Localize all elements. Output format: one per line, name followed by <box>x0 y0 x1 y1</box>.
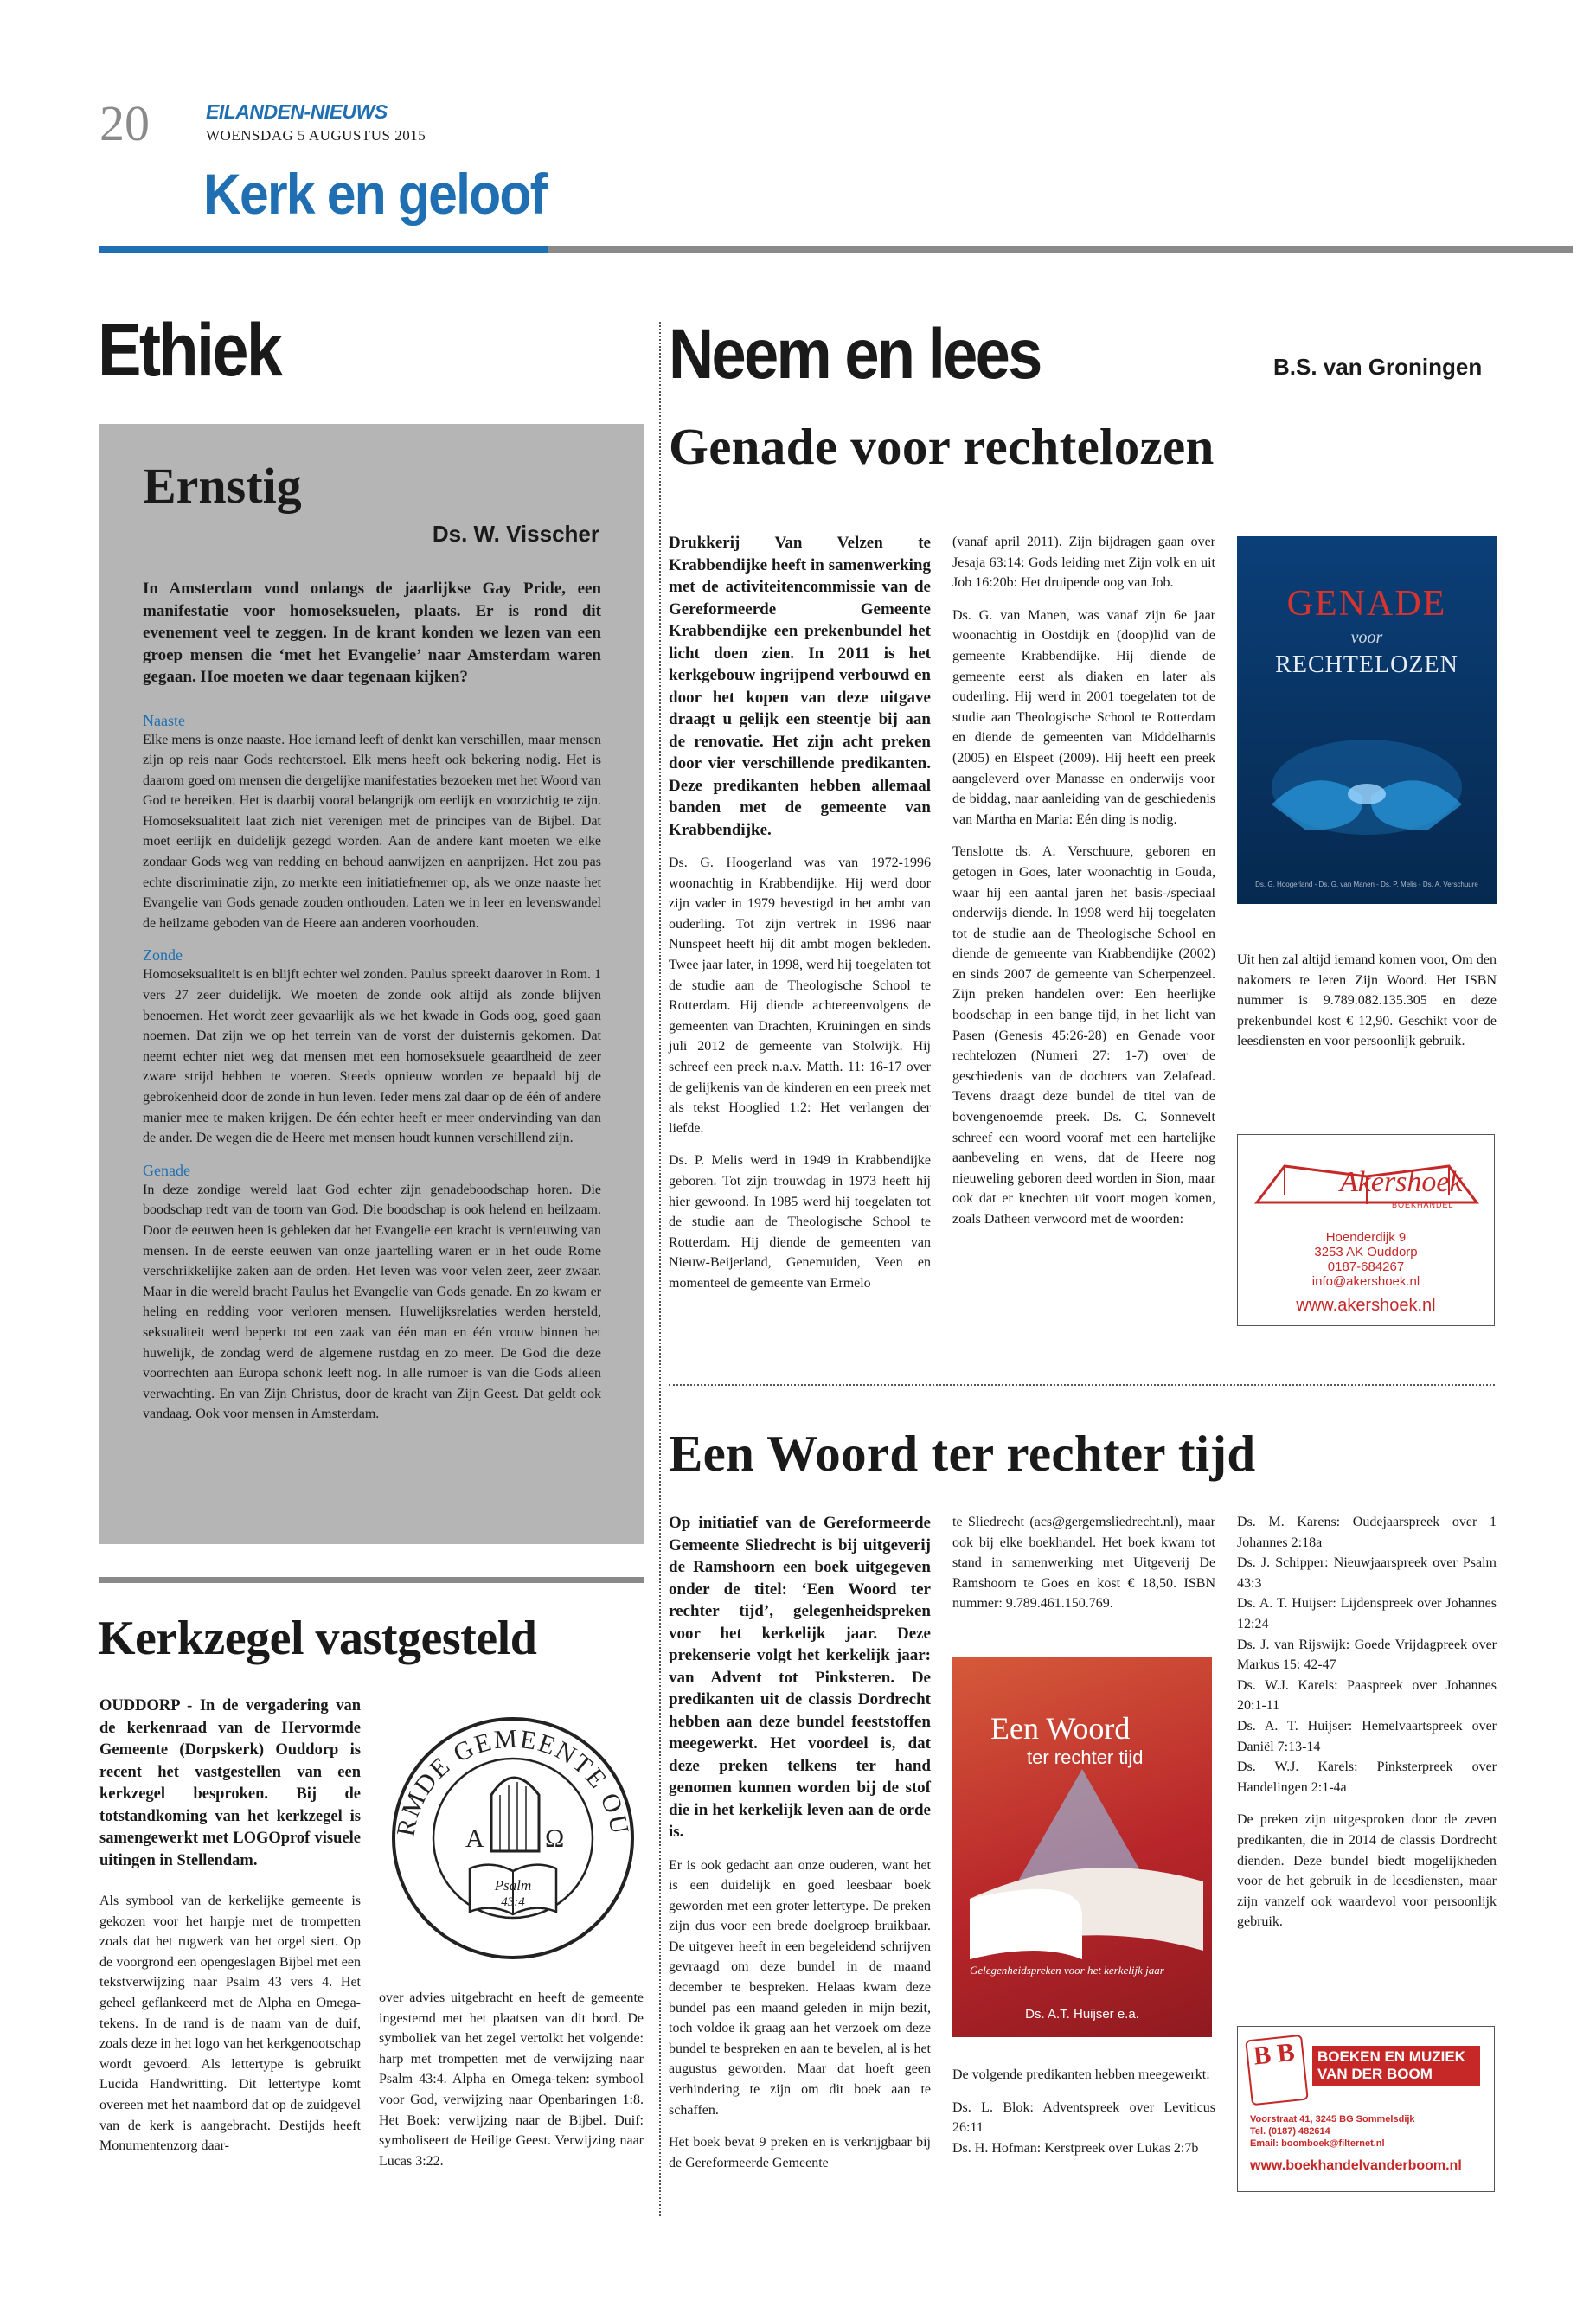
list-item: Ds. J. Schipper: Nieuwjaarspreek over Psalm 43:3 <box>1237 1555 1497 1591</box>
seal-book-line2: 43:4 <box>501 1895 525 1909</box>
kerkzegel-lead-col <box>99 1695 361 2157</box>
ad-street: Hoenderdijk 9 <box>1325 1230 1407 1245</box>
book-cover-woord <box>952 1657 1212 2037</box>
seal-ring-text: RMDE GEMEENTE OU <box>391 1724 635 1839</box>
lead-paragraph: Op initiatief van de Gereformeerde Gemeente Sliedrecht is bij uitgeverij de Ramshoorn een boek uitgegeven onder de titel: ‘Een Woord ter rechter tijd’, gelegenheidspreken voor het kerkelijk jaar. Deze prekenserie volgt het kerkelijk jaar: van Advent tot Pinksteren. De predikanten uit de classis Dordrecht hebben aan deze bundel feeststoffen meegewerkt. Het voordeel is, dat deze preken telkens ter hand genomen kunnen worden bij de stof die in het kerkelijk leven aan de orde is. <box>669 1514 931 1841</box>
ad-website[interactable]: www.boekhandelvanderboom.nl <box>1250 2158 1462 2173</box>
lead-paragraph: In Amsterdam vond onlangs de jaarlijkse Gay Pride, een manifestatie voor homoseksuelen, plaats. Er is rond dit evenement veel te zeggen. In de krant konden we lezen van een groep mensen die ‘met het Evangelie’ naar Amsterdam waren gegaan. Hoe moeten we daar tegenaan kijken? <box>143 580 601 686</box>
cover-title-line1: Een Woord <box>990 1711 1131 1746</box>
paragraph: Elke mens is onze naaste. Hoe iemand leeft of denkt kan verschillen, maar mensen zijn op reis naar Gods rechterstoel. Elk mens heeft ook bekering nodig. Het is daarom goed om mensen die dergelijke manifestaties bezoeken met het Woord van God te bereiken. Het is daarbij vooral belangrijk om eerlijk en voorzichtig te zijn. Homoseksualiteit laat zich niet verenigen met de principes van de Bijbel. Dat moet eerlijk en duidelijk gezegd worden. Aan de andere kant moeten we elke zondaar Gods weg van redding en behoud aanwijzen en aanprijzen. Het zou pas echte discriminatie zijn, zo merkte een initiatiefnemer op, als we onze naaste het Evangelie van Gods genade zouden onthouden. Laten we in leer en levenswandel de heilzame geboden van de Heere aan anderen voorhouden. <box>143 732 601 931</box>
seal-book-line1: Psalm <box>494 1877 532 1894</box>
neem-col3 <box>1237 950 1497 1052</box>
column-title: Ernstig <box>143 458 302 514</box>
cover-hands-image <box>1254 709 1479 865</box>
subhead-zonde: Zonde <box>143 946 183 965</box>
ad-website[interactable]: www.akershoek.nl <box>1296 1296 1436 1315</box>
omega-sign: Ω <box>545 1824 565 1853</box>
article-title: Een Woord ter rechter tijd <box>669 1425 1256 1482</box>
paragraph: Ds. G. van Manen, was vanaf zijn 6e jaar woonachtig in Oostdijk en (doop)lid van de gemeente Krabbendijke. Hij diende de gemeente eerst als diaken en later als ouderling. Hij werd in 2001 toegelaten tot de studie aan Theologische School te Rotterdam en diende de gemeenten van Middelharnis (2005) en Elspeet (2009). Hij heeft een preek aangeleverd over Manasse en onderwijs voor de biddag, naar aanleiding van de geschiedenis van Martha en Maria: Eén ding is nodig. <box>952 607 1215 827</box>
cover-author: Ds. A.T. Huijser e.a. <box>1025 2007 1139 2022</box>
ad-vanderboom[interactable] <box>1237 2026 1495 2192</box>
bb-logo-text: B B <box>1252 2037 1297 2071</box>
paper-name: EILANDEN-NIEUWS <box>206 100 388 123</box>
lead-paragraph: Drukkerij Van Velzen te Krabbendijke heeft in samenwerking met de activiteitencommissie van de Gereformeerde Gemeente Krabbendijke een prekenbundel het licht doen zien. In 2011 is het kerkgebouw ingrijpend verbouwd en door het kopen van deze uitgave draagt u gelijk een steentje bij aan de renovatie. Het zijn acht preken door vier verschillende predikanten. Deze predikanten hebben allemaal banden met de gemeente van Krabbendijke. <box>669 534 931 839</box>
rubric-neem-en-lees: Neem en lees <box>669 315 1041 394</box>
church-seal <box>379 1700 647 1968</box>
woord-col2-top <box>952 1512 1215 1614</box>
ad-shop-name-line1: BOEKEN EN MUZIEK <box>1317 2048 1465 2065</box>
ad-email: info@akershoek.nl <box>1311 1274 1420 1289</box>
subhead-naaste: Naaste <box>143 711 185 729</box>
section-rule-grey <box>548 246 1573 253</box>
cover-authors: Ds. G. Hoogerland - Ds. G. van Manen - Ds. P. Melis - Ds. A. Verschuure <box>1255 881 1478 888</box>
list-item: Ds. J. van Rijswijk: Goede Vrijdagpreek over Markus 15: 42-47 <box>1237 1637 1497 1673</box>
ad-address: Voorstraat 41, 3245 BG Sommelsdijk <box>1250 2114 1415 2125</box>
paragraph: te Sliedrecht (acs@gergemsliedrecht.nl), maar ook bij elke boekhandel. Het boek kwam tot stand in samenwerking met Uitgeverij De Ramshoorn te Goes en kost € 18,50. ISBN nummer: 9.789.461.150.769. <box>952 1515 1215 1612</box>
woord-col3 <box>1237 1512 1497 1932</box>
lead-text: - In de vergadering van de kerkenraad van de Hervormde Gemeente (Dorpskerk) Ouddorp is recent het vastgestellen van een kerkzegel besproken. Bij de totstandkoming van het kerkzegel is samengewerkt met LOGOprof visuele uitingen in Stellendam. <box>99 1697 361 1869</box>
woord-col2-bottom <box>952 2065 1215 2158</box>
paragraph: Ds. G. Hoogerland was van 1972-1996 woonachtig in Krabbendijke. Hij werd door zijn vader in 1979 bevestigd in het ambt van ouderling. Tot zijn vertrek in 1996 naar Nunspeet heeft hij dit ambt mogen bekleden. Twee jaar later, in 1998, werd hij toegelaten tot de studie aan de Theologische School te Rotterdam. Hij diende achtereenvolgens de gemeenten van Drachten, Kruiningen en sinds juli 2012 de gemeente van Stolwijk. Hij schreef een preek n.a.v. Matth. 11: 16-17 over de gelijkenis van de kinderen en een preek met als tekst Hooglied 1:2: Het verlangen der liefde. <box>669 856 931 1136</box>
list-item: Ds. W.J. Karels: Pinksterpreek over Handelingen 2:1-4a <box>1237 1759 1497 1795</box>
list-item: Ds. A. T. Huijser: Hemelvaartspreek over Daniël 7:13-14 <box>1237 1718 1497 1754</box>
neem-col1 <box>669 532 931 1293</box>
section-rule-blue <box>99 246 548 253</box>
ad-phone: Tel. (0187) 482614 <box>1250 2126 1330 2137</box>
article-title: Genade voor rechtelozen <box>669 418 1215 475</box>
section-title: Kerk en geloof <box>203 162 547 226</box>
seal-graphic <box>379 1700 647 1968</box>
cover-subtitle: Gelegenheidspreken voor het kerkelijk jaar <box>970 1964 1164 1977</box>
ad-phone: 0187-684267 <box>1327 1259 1405 1274</box>
paragraph: over advies uitgebracht en heeft de gemeente ingestemd met het plaatsen van dit bord. De symboliek van het zegel vertolkt het volgende: harp met trompetten met de verwijzing naar Psalm 43:4. Alpha en Omega-teken: symbool voor God, verwijzing naar Openbaringen 1:8. Het Boek: verwijzing naar de Bijbel. Duif: symboliseert de Heilige Geest. Verwijzing naar Lucas 3:22. <box>379 1990 644 2169</box>
ad-email: Email: boomboek@filternet.nl <box>1250 2138 1385 2149</box>
ad-shop-name <box>1312 2046 1480 2086</box>
kerkzegel-title: Kerkzegel vastgesteld <box>98 1612 537 1665</box>
book-cover-genade <box>1237 536 1497 904</box>
lead-paragraph <box>99 1695 361 1872</box>
list-item: Ds. M. Karens: Oudejaarspreek over 1 Johannes 2:18a <box>1237 1515 1497 1550</box>
cover-title-line2: voor <box>1350 628 1383 647</box>
cover-title-line3: RECHTELOZEN <box>1275 651 1458 678</box>
alpha-sign: A <box>465 1824 484 1853</box>
list-item: Ds. L. Blok: Adventspreek over Leviticus 26:11 <box>952 2099 1215 2136</box>
page-number: 20 <box>99 95 150 151</box>
subhead-genade: Genade <box>143 1161 190 1179</box>
list-item: Ds. A. T. Huijser: Lijdenspreek over Johannes 12:24 <box>1237 1596 1497 1631</box>
paragraph: Ds. P. Melis werd in 1949 in Krabbendijke geboren. Tot zijn trouwdag in 1973 heeft hij hier gewoond. In 1985 werd hij toegelaten tot de studie aan de Theologische School te Rotterdam. Hij diende de gemeenten van Nieuw-Beijerland, Genemuiden, Veen en momenteel de gemeente van Ermelo <box>669 1153 931 1291</box>
ad-akershoek[interactable] <box>1237 1134 1495 1326</box>
neem-col2 <box>952 532 1215 1230</box>
cover-book-image <box>952 1769 1212 1968</box>
ad-address <box>1238 1230 1494 1289</box>
ad-contact <box>1250 2113 1415 2150</box>
paragraph: In deze zondige wereld laat God echter zijn genadeboodschap horen. Die boodschap redt van de toorn van God. Die boodschap is ook helend en heilzaam. Door de eeuwen heen is gebleken dat het Evangelie een kracht is vernieuwing van mensen. In de eerste eeuwen van onze jaartelling waren er in het oude Rome verschrikkelijke zaken aan de orden. Het leven was voor velen zeer, zeer zwaar. Maar in die wereld bracht Paulus het Evangelie van Gods genade. En zo kwam er heling en redding voor verloren mensen. Huwelijksrelaties werden hersteld, seksualiteit werd beperkt tot een zaak van één man en één vrouw binnen het huwelijk, de zondag werd de algemene rustdag en zo meer. De God die deze voorrechten aan Europa schonk leeft nog. In alle rumoer is van die Gods alleen verwachting. En van Zijn Christus, door de kracht van Zijn Geest. Dat geldt ook vandaag. Ook voor mensen in Amsterdam. <box>143 1182 601 1422</box>
ethiek-panel <box>99 424 644 1544</box>
paragraph: Tenslotte ds. A. Verschuure, geboren en getogen in Goes, later woonachtig in Gouda, waar hij een aantal jaren het basis-/speciaal onderwijs diende. In 1998 werd hij toegelaten tot de studie aan de Theologische School en diende de gemeente van Krabbendijke (2002) en sinds 2007 de gemeente van Scherpenzeel. Zijn preken handelen over: Een heerlijke boodschap in een bange tijd, in het licht van Pasen (Genesis 45:26-28) en Genade voor rechtelozen (Numeri 27: 1-7) over de geschiedenis van de dochters van Zelafead. Tevens draagt deze bundel de titel van de bovengenoemde preek. Ds. C. Sonnevelt schreef een woord vooraf met een hartelijke aanbeveling en wens, dat de Heere nog nieuweling geboren deed worden in Sion, maar ook dat er knechten uit voort mogen komen, zoals Datheen verwoord met de woorden: <box>952 844 1215 1227</box>
paragraph: Uit hen zal altijd iemand komen voor, Om den nakomers te leren Zijn Woord. Het ISBN nummer is 9.789.082.135.305 en deze prekenbundel kost € 12,90. Geschikt voor de leesdiensten en voor persoonlijk gebruik. <box>1237 952 1497 1049</box>
list-item: Ds. H. Hofman: Kerstpreek over Lukas 2:7b <box>952 2140 1199 2156</box>
dateline: OUDDORP <box>99 1697 180 1715</box>
article-separator <box>669 1384 1495 1386</box>
ad-shop-tag: BOEKHANDEL <box>1392 1201 1454 1209</box>
ad-shop-name: Akershoek <box>1340 1166 1463 1198</box>
column-divider <box>659 322 661 2216</box>
paragraph: (vanaf april 2011). Zijn bijdragen gaan over Jesaja 63:14: Gods leiding met Zijn volk en uit Job 16:20b: Het druipende oog van Job. <box>952 535 1215 591</box>
paragraph: Als symbool van de kerkelijke gemeente is gekozen voor het harpje met de trompetten zoals dat het rugwerk van het orgel siert. Op de voorgrond een opengeslagen Bijbel met een tekstverwijzing naar Psalm 43 vers 4. Het geheel geflankeerd met de Alpha en Omega-tekens. In de rand is de naam van de duif, zoals deze in het logo van het kerkgenootschap wordt gevoerd. Als lettertype is gebruikt Lucida Handwritting. Dit lettertype komt overeen met het naambord dat op de zuidgevel van de kerk is aangebracht. Destijds heeft Monumentenzorg daar- <box>99 1894 361 2154</box>
ad-city: 3253 AK Ouddorp <box>1314 1245 1418 1259</box>
list-item: Ds. W.J. Karels: Paaspreek over Johannes 20:1-11 <box>1237 1677 1497 1714</box>
paragraph: Er is ook gedacht aan onze ouderen, want het is een duidelijk en goed leesbaar boek geworden met een groter lettertype. De preken zijn dus voor een brede doelgroep bruikbaar. De uitgever heeft in een begeleidend schrijven gevraagd om deze bundel in de maand december te bespreken. Helaas kwam deze bundel pas een maand geleden in mijn bezit, toch voldoe ik graag aan het verzoek om deze bundel te bespreken en aan te bevelen, al is het augustus geworden. Maar dat hoeft geen verhindering te zijn om dit boek aan te schaffen. <box>669 1857 931 2118</box>
paragraph: De preken zijn uitgesproken door de zeven predikanten, die in 2014 de classis Dordrecht dienden. Deze bundel biedt mogelijkheden voor de het gebruik in de leesdiensten, maar zijn vanzelf ook waardevol voor persoonlijk gebruik. <box>1237 1812 1497 1930</box>
kerkzegel-rule <box>99 1577 644 1583</box>
byline: Ds. W. Visscher <box>432 521 599 547</box>
paragraph: Het boek bevat 9 preken en is verkrijgbaar bij de Gereformeerde Gemeente <box>669 2135 931 2170</box>
cover-title-line1: GENADE <box>1286 584 1447 624</box>
kerkzegel-col2 <box>379 1988 644 2171</box>
cover-title-line2: ter rechter tijd <box>1027 1747 1144 1768</box>
ad-shop-name-line2: VAN DER BOOM <box>1317 2066 1433 2082</box>
rubric-ethiek: Ethiek <box>98 309 281 392</box>
issue-date: WOENSDAG 5 AUGUSTUS 2015 <box>206 127 426 144</box>
paragraph: Homoseksualiteit is en blijft echter wel zonden. Paulus spreekt daarover in Rom. 1 vers 27 zeer duidelijk. We moeten de zonde ook altijd als zonde blijven benoemen. Het wordt zeer gevaarlijk als we het kwade in Gods oog, goed gaan noemen. Dat zijn we op het terrein van de vorst der duisternis gekomen. Dat neemt echter niet weg dat mensen met een homoseksuele geaardheid de zeer zware strijd hebben te voeren. Steeds opnieuw worden ze bepaald bij de gebrokenheid door de zonde in hun leven. Ieder mens zal daar op de één of andere manier mee te maken krijgen. De één echter heeft er meer ondervinding van dan de ander. De wegen die de Heere met mensen houdt kunnen verschillend zijn. <box>143 967 601 1146</box>
bb-logo-icon <box>1245 2035 1309 2106</box>
byline: B.S. van Groningen <box>1273 354 1483 380</box>
ethiek-body <box>143 578 601 1425</box>
woord-col1 <box>669 1512 931 2173</box>
paragraph: De volgende predikanten hebben meegewerkt: <box>952 2067 1210 2082</box>
